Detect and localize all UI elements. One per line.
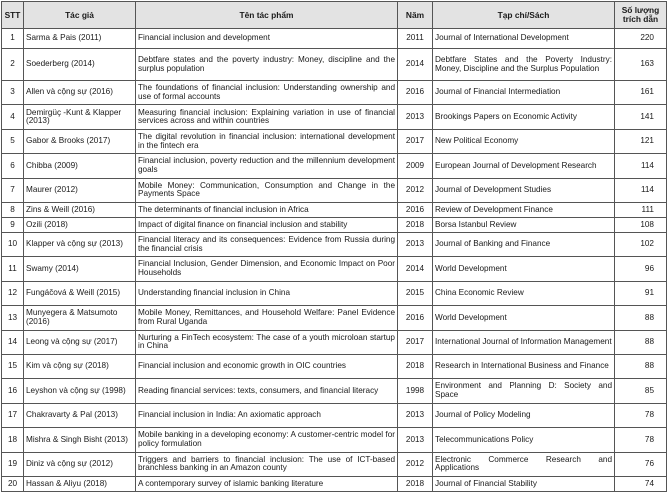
row-number: 14 xyxy=(2,330,24,354)
header-stt: STT xyxy=(2,2,24,29)
table-row xyxy=(2,81,667,105)
year-cell: 2017 xyxy=(398,330,433,354)
citation-count-cell: 76 xyxy=(615,452,667,476)
table-row xyxy=(2,330,667,354)
citation-count-cell: 161 xyxy=(615,81,667,105)
table-row xyxy=(2,428,667,452)
work-title-cell: Reading financial services: texts, consumers, and financial literacy xyxy=(136,379,398,403)
row-number: 5 xyxy=(2,129,24,153)
year-cell: 2013 xyxy=(398,232,433,256)
author-cell: Hassan & Aliyu (2018) xyxy=(24,477,136,492)
table-row xyxy=(2,129,667,153)
citation-count-cell: 102 xyxy=(615,232,667,256)
year-cell: 2018 xyxy=(398,354,433,378)
author-cell: Leong và cộng sự (2017) xyxy=(24,330,136,354)
table-row xyxy=(2,232,667,256)
author-cell: Swamy (2014) xyxy=(24,257,136,281)
row-number: 3 xyxy=(2,81,24,105)
citation-count-cell: 220 xyxy=(615,29,667,49)
work-title-cell: The digital revolution in financial inclusion: international development in the fintech era xyxy=(136,129,398,153)
work-title-cell: The determinants of financial inclusion in Africa xyxy=(136,203,398,218)
work-title-cell: Measuring financial inclusion: Explaining variation in use of financial services across and within countries xyxy=(136,105,398,129)
work-title-cell: The foundations of financial inclusion: Understanding ownership and use of formal accounts xyxy=(136,81,398,105)
author-cell: Diniz và cộng sự (2012) xyxy=(24,452,136,476)
citation-count-cell: 78 xyxy=(615,428,667,452)
row-number: 9 xyxy=(2,217,24,232)
work-title-cell: Impact of digital finance on financial inclusion and stability xyxy=(136,217,398,232)
header-year: Năm xyxy=(398,2,433,29)
year-cell: 1998 xyxy=(398,379,433,403)
row-number: 17 xyxy=(2,403,24,427)
table-row xyxy=(2,49,667,81)
row-number: 1 xyxy=(2,29,24,49)
table-row xyxy=(2,354,667,378)
year-cell: 2018 xyxy=(398,217,433,232)
journal-cell: Journal of Financial Stability xyxy=(433,477,615,492)
year-cell: 2016 xyxy=(398,81,433,105)
work-title-cell: Financial literacy and its consequences: Evidence from Russia during the financial crisis xyxy=(136,232,398,256)
citation-count-cell: 96 xyxy=(615,257,667,281)
table-row xyxy=(2,105,667,129)
work-title-cell: A contemporary survey of islamic banking literature xyxy=(136,477,398,492)
citation-count-cell: 163 xyxy=(615,49,667,81)
journal-cell: Environment and Planning D: Society and Space xyxy=(433,379,615,403)
author-cell: Soederberg (2014) xyxy=(24,49,136,81)
author-cell: Fungáčová & Weill (2015) xyxy=(24,281,136,305)
citation-count-cell: 114 xyxy=(615,154,667,178)
row-number: 16 xyxy=(2,379,24,403)
year-cell: 2011 xyxy=(398,29,433,49)
journal-cell: Journal of Financial Intermediation xyxy=(433,81,615,105)
header-citations: Số lượng trích dẫn xyxy=(615,2,667,29)
row-number: 6 xyxy=(2,154,24,178)
author-cell: Zins & Weill (2016) xyxy=(24,203,136,218)
table-row xyxy=(2,379,667,403)
work-title-cell: Understanding financial inclusion in China xyxy=(136,281,398,305)
row-number: 18 xyxy=(2,428,24,452)
citation-table xyxy=(1,1,667,492)
journal-cell: World Development xyxy=(433,306,615,330)
year-cell: 2009 xyxy=(398,154,433,178)
citation-count-cell: 88 xyxy=(615,354,667,378)
header-author: Tác giả xyxy=(24,2,136,29)
work-title-cell: Financial inclusion, poverty reduction and the millennium development goals xyxy=(136,154,398,178)
citation-count-cell: 85 xyxy=(615,379,667,403)
table-row xyxy=(2,217,667,232)
row-number: 8 xyxy=(2,203,24,218)
header-work: Tên tác phẩm xyxy=(136,2,398,29)
row-number: 2 xyxy=(2,49,24,81)
journal-cell: World Development xyxy=(433,257,615,281)
citation-count-cell: 111 xyxy=(615,203,667,218)
work-title-cell: Mobile Money, Remittances, and Household Welfare: Panel Evidence from Rural Uganda xyxy=(136,306,398,330)
table-row xyxy=(2,203,667,218)
journal-cell: Borsa Istanbul Review xyxy=(433,217,615,232)
journal-cell: International Journal of Information Management xyxy=(433,330,615,354)
row-number: 15 xyxy=(2,354,24,378)
author-cell: Kim và cộng sự (2018) xyxy=(24,354,136,378)
row-number: 19 xyxy=(2,452,24,476)
table-row xyxy=(2,154,667,178)
author-cell: Sarma & Pais (2011) xyxy=(24,29,136,49)
work-title-cell: Mobile banking in a developing economy: A customer-centric model for policy formulation xyxy=(136,428,398,452)
table-row xyxy=(2,178,667,202)
year-cell: 2013 xyxy=(398,403,433,427)
author-cell: Allen và cộng sự (2016) xyxy=(24,81,136,105)
year-cell: 2012 xyxy=(398,452,433,476)
work-title-cell: Financial inclusion and economic growth in OIC countries xyxy=(136,354,398,378)
journal-cell: Journal of Development Studies xyxy=(433,178,615,202)
table-row xyxy=(2,29,667,49)
citation-count-cell: 108 xyxy=(615,217,667,232)
table-row xyxy=(2,452,667,476)
table-row xyxy=(2,403,667,427)
author-cell: Klapper và cộng sự (2013) xyxy=(24,232,136,256)
journal-cell: Telecommunications Policy xyxy=(433,428,615,452)
journal-cell: Journal of Policy Modeling xyxy=(433,403,615,427)
header-journal: Tạp chí/Sách xyxy=(433,2,615,29)
row-number: 12 xyxy=(2,281,24,305)
work-title-cell: Triggers and barriers to financial inclusion: The use of ICT-based branchless banking in an Amazon county xyxy=(136,452,398,476)
author-cell: Chakravarty & Pal (2013) xyxy=(24,403,136,427)
row-number: 11 xyxy=(2,257,24,281)
row-number: 20 xyxy=(2,477,24,492)
table-row xyxy=(2,306,667,330)
journal-cell: Brookings Papers on Economic Activity xyxy=(433,105,615,129)
author-cell: Gabor & Brooks (2017) xyxy=(24,129,136,153)
year-cell: 2012 xyxy=(398,178,433,202)
journal-cell: Debtfare States and the Poverty Industry: Money, Discipline and the Surplus Population xyxy=(433,49,615,81)
year-cell: 2016 xyxy=(398,203,433,218)
journal-cell: Journal of Banking and Finance xyxy=(433,232,615,256)
citation-count-cell: 88 xyxy=(615,330,667,354)
table-row xyxy=(2,257,667,281)
table-row xyxy=(2,281,667,305)
citation-count-cell: 91 xyxy=(615,281,667,305)
journal-cell: New Political Economy xyxy=(433,129,615,153)
year-cell: 2014 xyxy=(398,257,433,281)
citation-count-cell: 141 xyxy=(615,105,667,129)
year-cell: 2017 xyxy=(398,129,433,153)
work-title-cell: Financial inclusion in India: An axiomatic approach xyxy=(136,403,398,427)
row-number: 4 xyxy=(2,105,24,129)
year-cell: 2014 xyxy=(398,49,433,81)
work-title-cell: Financial inclusion and development xyxy=(136,29,398,49)
year-cell: 2016 xyxy=(398,306,433,330)
citation-count-cell: 121 xyxy=(615,129,667,153)
author-cell: Munyegera & Matsumoto (2016) xyxy=(24,306,136,330)
work-title-cell: Debtfare states and the poverty industry: Money, discipline and the surplus population xyxy=(136,49,398,81)
work-title-cell: Nurturing a FinTech ecosystem: The case of a youth microloan startup in China xyxy=(136,330,398,354)
author-cell: Leyshon và cộng sự (1998) xyxy=(24,379,136,403)
table-row xyxy=(2,477,667,492)
citation-count-cell: 114 xyxy=(615,178,667,202)
work-title-cell: Mobile Money: Communication, Consumption and Change in the Payments Space xyxy=(136,178,398,202)
row-number: 13 xyxy=(2,306,24,330)
journal-cell: Journal of International Development xyxy=(433,29,615,49)
year-cell: 2013 xyxy=(398,428,433,452)
author-cell: Chibba (2009) xyxy=(24,154,136,178)
row-number: 7 xyxy=(2,178,24,202)
journal-cell: European Journal of Development Research xyxy=(433,154,615,178)
citation-count-cell: 78 xyxy=(615,403,667,427)
author-cell: Demirgüç -Kunt & Klapper (2013) xyxy=(24,105,136,129)
journal-cell: China Economic Review xyxy=(433,281,615,305)
journal-cell: Review of Development Finance xyxy=(433,203,615,218)
table-body xyxy=(2,29,667,492)
year-cell: 2013 xyxy=(398,105,433,129)
journal-cell: Research in International Business and Finance xyxy=(433,354,615,378)
journal-cell: Electronic Commerce Research and Applications xyxy=(433,452,615,476)
work-title-cell: Financial Inclusion, Gender Dimension, and Economic Impact on Poor Households xyxy=(136,257,398,281)
header-row xyxy=(2,2,667,29)
author-cell: Ozili (2018) xyxy=(24,217,136,232)
citation-count-cell: 88 xyxy=(615,306,667,330)
author-cell: Mishra & Singh Bisht (2013) xyxy=(24,428,136,452)
row-number: 10 xyxy=(2,232,24,256)
year-cell: 2015 xyxy=(398,281,433,305)
author-cell: Maurer (2012) xyxy=(24,178,136,202)
year-cell: 2018 xyxy=(398,477,433,492)
citation-count-cell: 74 xyxy=(615,477,667,492)
